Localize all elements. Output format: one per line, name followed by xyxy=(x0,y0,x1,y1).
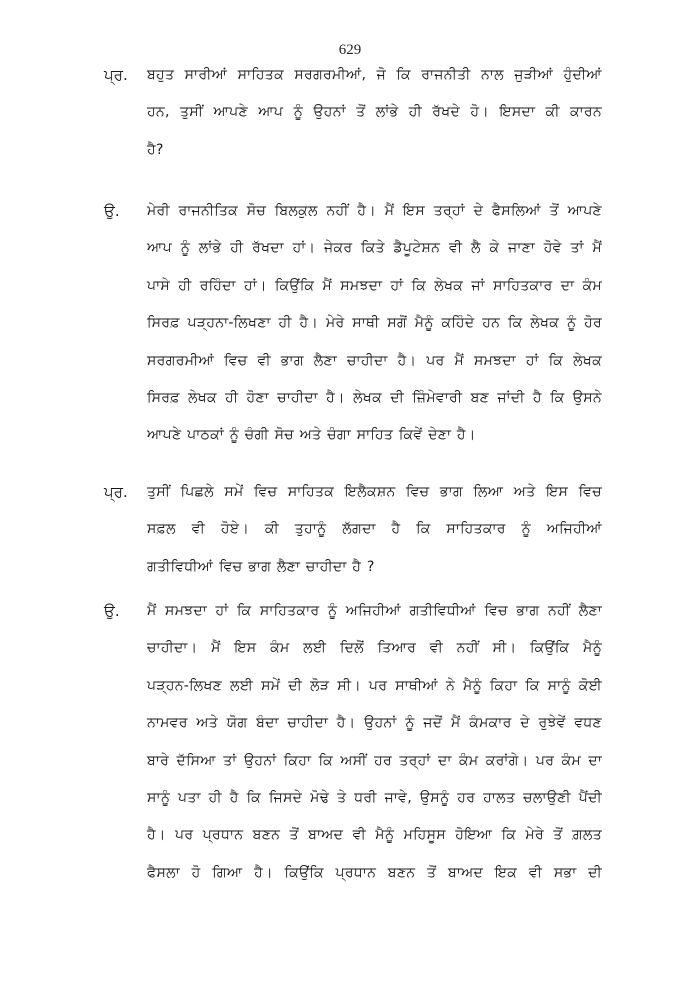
page-number: 629 xyxy=(338,42,362,58)
text-line: ਤੁਸੀਂ ਪਿਛਲੇ ਸਮੇਂ ਵਿਚ ਸਾਹਿਤਕ ਇਲੈਕਸ਼ਨ ਵਿਚ ਭਾਗ ਲਿਆ ਅਤੇ ਇਸ ਵਿਚ xyxy=(147,484,602,500)
text-line: ਪਾਸੇ ਹੀ ਰਹਿੰਦਾ ਹਾਂ। ਕਿਉਂਕਿ ਮੈਂ ਸਮਝਦਾ ਹਾਂ ਕਿ ਲੇਖਕ ਜਾਂ ਸਾਹਿਤਕਾਰ ਦਾ ਕੰਮ xyxy=(147,277,602,294)
question-label: ਪ੍ਰ. xyxy=(104,483,128,501)
question-text xyxy=(147,474,602,586)
text-line: ਆਪ ਨੂੰ ਲਾਂਭੇ ਹੀ ਰੱਖਦਾ ਹਾਂ। ਜੇਕਰ ਕਿਤੇ ਡੈਪੂਟੇਸ਼ਨ ਵੀ ਲੈ ਕੇ ਜਾਣਾ ਹੋਵੇ ਤਾਂ ਮੈਂ xyxy=(147,240,602,257)
text-line: ਬਹੁਤ ਸਾਰੀਆਂ ਸਾਹਿਤਕ ਸਰਗਰਮੀਆਂ, ਜੋ ਕਿ ਰਾਜਨੀਤੀ ਨਾਲ ਜੁੜੀਆਂ ਹੁੰਦੀਆਂ xyxy=(147,67,602,83)
question-text xyxy=(147,57,602,169)
question-label: ਪ੍ਰ. xyxy=(104,66,128,84)
text-line: ਫੈਸਲਾ ਹੋ ਗਿਆ ਹੈ। ਕਿਉਂਕਿ ਪ੍ਰਧਾਨ ਬਣਨ ਤੋਂ ਬਾਅਦ ਇਕ ਵੀ ਸਭਾ ਦੀ xyxy=(147,864,602,881)
text-line: ਸਫ਼ਲ ਵੀ ਹੋਏ। ਕੀ ਤੁਹਾਨੂੰ ਲੱਗਦਾ ਹੈ ਕਿ ਸਾਹਿਤਕਾਰ ਨੂੰ ਅਜਿਹੀਆਂ xyxy=(147,521,602,538)
text-line: ਮੈਂ ਸਮਝਦਾ ਹਾਂ ਕਿ ਸਾਹਿਤਕਾਰ ਨੂੰ ਅਜਿਹੀਆਂ ਗਤੀਵਿਧੀਆਂ ਵਿਚ ਭਾਗ ਨਹੀਂ ਲੈਣਾ xyxy=(147,603,602,619)
text-line: ਮੇਰੀ ਰਾਜਨੀਤਿਕ ਸੋਚ ਬਿਲਕੁਲ ਨਹੀਂ ਹੈ। ਮੈਂ ਇਸ ਤਰ੍ਹਾਂ ਦੇ ਫੈਸਲਿਆਂ ਤੋਂ ਆਪਣੇ xyxy=(147,203,602,219)
text-line: ਪੜ੍ਹਨ-ਲਿਖਣ ਲਈ ਸਮੇਂ ਦੀ ਲੋੜ ਸੀ। ਪਰ ਸਾਥੀਆਂ ਨੇ ਮੈਨੂੰ ਕਿਹਾ ਕਿ ਸਾਨੂੰ ਕੋਈ xyxy=(147,677,602,694)
text-line: ਸਿਰਫ਼ ਲੇਖਕ ਹੀ ਹੋਣਾ ਚਾਹੀਦਾ ਹੈ। ਲੇਖਕ ਦੀ ਜ਼ਿੰਮੇਵਾਰੀ ਬਣ ਜਾਂਦੀ ਹੈ ਕਿ ਉਸਨੇ xyxy=(147,390,602,407)
answer-text xyxy=(147,193,602,455)
text-line: ਬਾਰੇ ਦੱਸਿਆ ਤਾਂ ਉਹਨਾਂ ਕਿਹਾ ਕਿ ਅਸੀਂ ਹਰ ਤਰ੍ਹਾਂ ਦਾ ਕੰਮ ਕਰਾਂਗੇ। ਪਰ ਕੰਮ ਦਾ xyxy=(147,752,602,769)
text-line: ਹੈ? xyxy=(147,141,164,158)
text-line: ਗਤੀਵਿਧੀਆਂ ਵਿਚ ਭਾਗ ਲੈਣਾ ਚਾਹੀਦਾ ਹੈ ? xyxy=(147,558,375,575)
answer-text xyxy=(147,593,602,892)
text-line: ਸਾਨੂੰ ਪਤਾ ਹੀ ਹੈ ਕਿ ਜਿਸਦੇ ਮੋਢੇ ਤੇ ਧਰੀ ਜਾਵੇ, ਉਸਨੂੰ ਹਰ ਹਾਲਤ ਚਲਾਉਣੀ ਪੈਂਦੀ xyxy=(147,790,602,807)
answer-label: ਉ. xyxy=(104,602,120,620)
text-line: ਹੈ। ਪਰ ਪ੍ਰਧਾਨ ਬਣਨ ਤੋਂ ਬਾਅਦ ਵੀ ਮੈਨੂੰ ਮਹਿਸੂਸ ਹੋਇਆ ਕਿ ਮੇਰੇ ਤੋਂ ਗ਼ਲਤ xyxy=(147,827,602,844)
text-line: ਸਿਰਫ਼ ਪੜ੍ਹਨਾ-ਲਿਖਣਾ ਹੀ ਹੈ। ਮੇਰੇ ਸਾਥੀ ਸਗੋਂ ਮੈਨੂੰ ਕਹਿੰਦੇ ਹਨ ਕਿ ਲੇਖਕ ਨੂੰ ਹੋਰ xyxy=(147,315,602,332)
answer-label: ਉ. xyxy=(104,202,120,220)
text-line: ਆਪਣੇ ਪਾਠਕਾਂ ਨੂੰ ਚੰਗੀ ਸੋਚ ਅਤੇ ਚੰਗਾ ਸਾਹਿਤ ਕਿਵੇਂ ਦੇਣਾ ਹੈ। xyxy=(147,427,476,444)
text-line: ਸਰਗਰਮੀਆਂ ਵਿਚ ਵੀ ਭਾਗ ਲੈਣਾ ਚਾਹੀਦਾ ਹੈ। ਪਰ ਮੈਂ ਸਮਝਦਾ ਹਾਂ ਕਿ ਲੇਖਕ xyxy=(147,352,602,369)
text-line: ਨਾਮਵਰ ਅਤੇ ਯੋਗ ਬੰਦਾ ਚਾਹੀਦਾ ਹੈ। ਉਹਨਾਂ ਨੂੰ ਜਦੋਂ ਮੈਂ ਕੰਮਕਾਰ ਦੇ ਰੁਝੇਵੇਂ ਵਧਣ xyxy=(147,715,602,732)
text-line: ਚਾਹੀਦਾ। ਮੈਂ ਇਸ ਕੰਮ ਲਈ ਦਿਲੋਂ ਤਿਆਰ ਵੀ ਨਹੀਂ ਸੀ। ਕਿਉਂਕਿ ਮੈਨੂੰ xyxy=(147,640,602,657)
text-line: ਹਨ, ਤੁਸੀਂ ਆਪਣੇ ਆਪ ਨੂੰ ਉਹਨਾਂ ਤੋਂ ਲਾਂਭੇ ਹੀ ਰੱਖਦੇ ਹੋ। ਇਸਦਾ ਕੀ ਕਾਰਨ xyxy=(147,104,602,121)
